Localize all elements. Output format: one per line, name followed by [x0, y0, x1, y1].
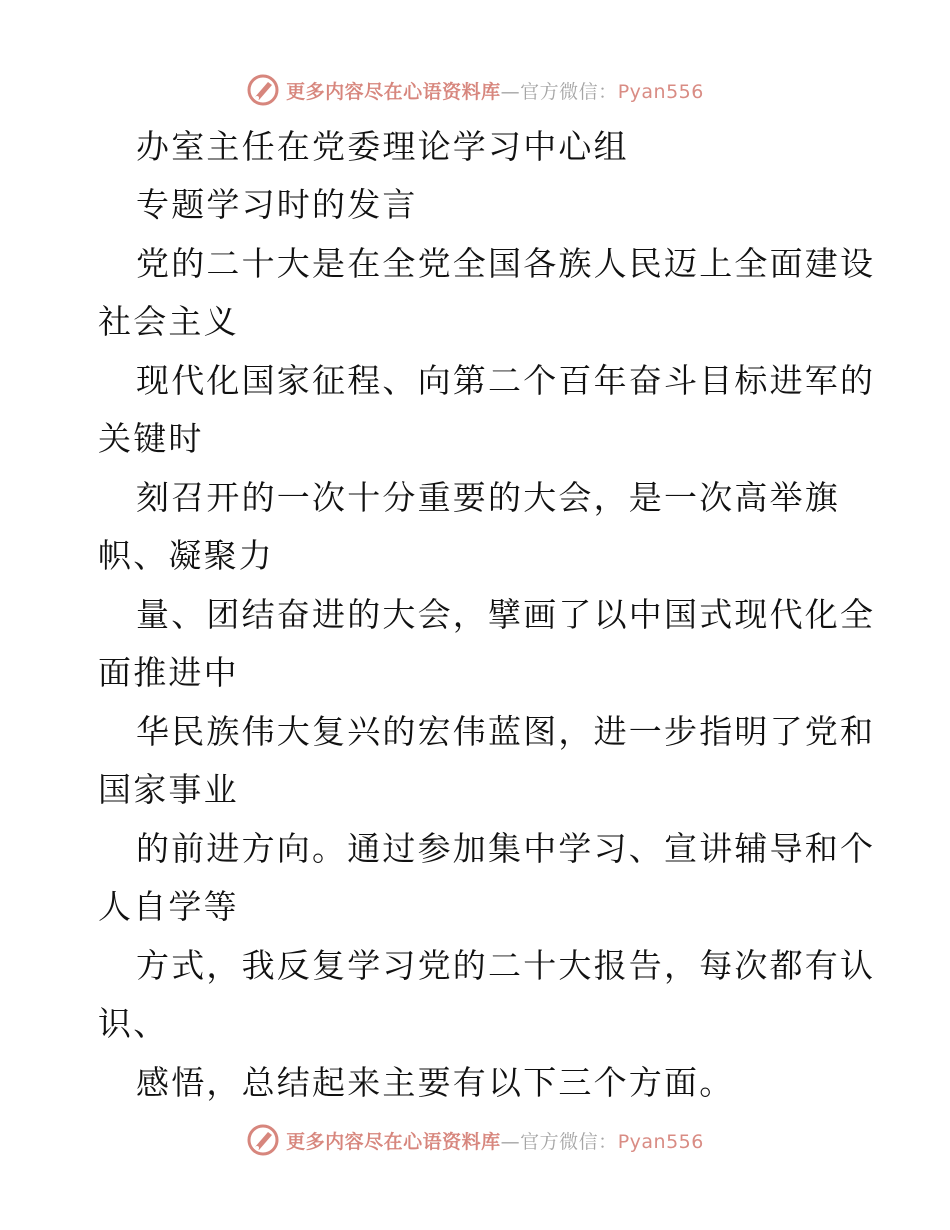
watermark-id: Pyan556	[617, 80, 704, 103]
body-line: 刻召开的一次十分重要的大会，是一次高举旗	[136, 478, 840, 517]
body-line: 现代化国家征程、向第二个百年奋斗目标进军的	[136, 361, 876, 400]
body-line: 方式，我反复学习党的二十大报告，每次都有认	[136, 946, 876, 985]
body-line: 感悟，总结起来主要有以下三个方面。	[136, 1063, 735, 1102]
body-line: 党的二十大是在全党全国各族人民迈上全面建设	[136, 244, 876, 283]
watermark-brand: 更多内容尽在心语资料库	[286, 80, 501, 103]
body-line: 帜、凝聚力	[98, 536, 274, 575]
watermark-official: —官方微信：	[500, 80, 618, 103]
watermark-text	[286, 1127, 704, 1154]
body-line: 关键时	[98, 419, 204, 458]
pen-logo-icon	[246, 73, 280, 107]
footer-watermark	[0, 1120, 950, 1160]
body-line: 国家事业	[98, 770, 239, 809]
title-line-1: 办室主任在党委理论学习中心组	[136, 127, 629, 166]
body-line: 社会主义	[98, 302, 239, 341]
body-line: 华民族伟大复兴的宏伟蓝图，进一步指明了党和	[136, 712, 876, 751]
watermark-id: Pyan556	[617, 1130, 704, 1153]
title-line-2: 专题学习时的发言	[136, 185, 418, 224]
body-line: 人自学等	[98, 887, 239, 926]
body-line: 量、团结奋进的大会，擘画了以中国式现代化全	[136, 595, 876, 634]
watermark-brand: 更多内容尽在心语资料库	[286, 1130, 501, 1153]
pen-logo-icon	[246, 1123, 280, 1157]
header-watermark	[0, 70, 950, 110]
watermark-official: —官方微信：	[500, 1130, 618, 1153]
body-line: 面推进中	[98, 653, 239, 692]
body-line: 识、	[98, 1004, 169, 1043]
body-line: 的前进方向。通过参加集中学习、宣讲辅导和个	[136, 829, 876, 868]
watermark-text	[286, 77, 704, 104]
